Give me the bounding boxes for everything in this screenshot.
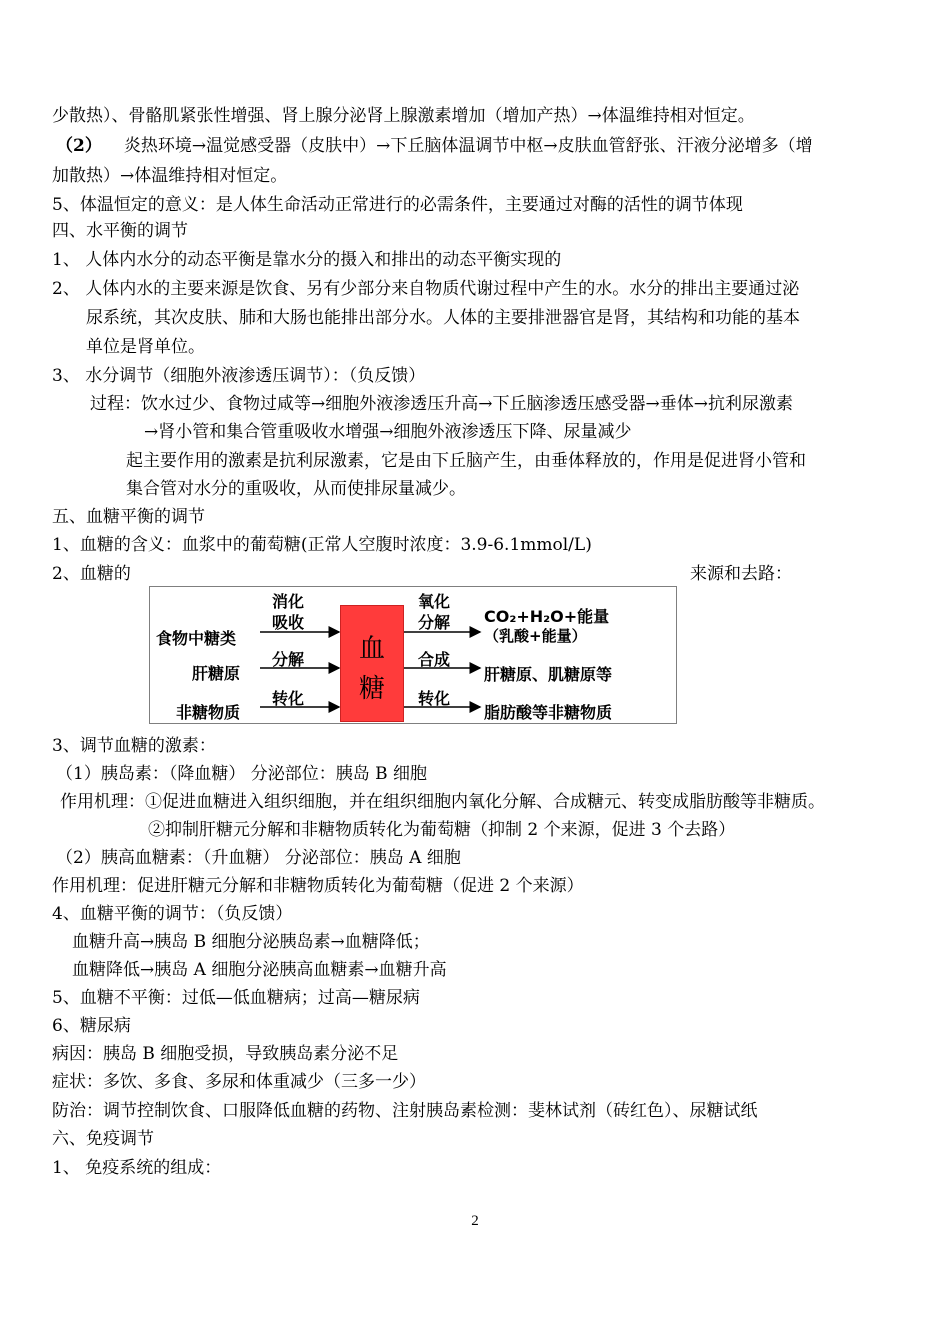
text-line: 来源和去路： [690,564,792,584]
section-heading: 六、免疫调节 [52,1129,154,1149]
text-line: 病因：胰岛 B 细胞受损，导致胰岛素分泌不足 [52,1044,399,1064]
text-line: 起主要作用的激素是抗利尿激素，它是由下丘脑产生，由垂体释放的，作用是促进肾小管和 [126,451,806,471]
out-label: 分解 [418,613,451,632]
text-line: 过程：饮水过少、食物过咸等→细胞外液渗透压升高→下丘脑渗透压感受器→垂体→抗利尿激素 [90,394,793,414]
list-number: （2） [56,136,102,156]
source-non-sugar: 非糖物质 [176,703,241,722]
text-line: 加散热）→体温维持相对恒定。 [52,166,288,186]
text-line: 5、体温恒定的意义：是人体生命活动正常进行的必需条件，主要通过对酶的活性的调节体现 [52,195,743,215]
out-label: 合成 [418,650,451,669]
text-line: 血糖升高→胰岛 B 细胞分泌胰岛素→血糖降低； [72,932,430,952]
output-energy: CO₂+H₂O+能量 [484,607,610,626]
text-line: 2、血糖的 [52,564,131,584]
text-line: 6、糖尿病 [52,1016,131,1036]
text-line: 集合管对水分的重吸收，从而使排尿量减少。 [126,479,466,499]
blood-sugar-diagram [149,586,677,724]
center-char: 血 [358,634,385,664]
text-line [56,134,898,158]
section-heading: 五、血糖平衡的调节 [52,507,205,527]
text-line: 5、血糖不平衡：过低—低血糖病；过高—糖尿病 [52,988,420,1008]
out-label: 转化 [418,689,451,708]
output-glycogen: 肝糖原、肌糖原等 [484,665,613,684]
section-heading: 四、水平衡的调节 [52,221,188,241]
in-label: 吸收 [272,613,305,632]
text-line: 3、调节血糖的激素： [52,736,216,756]
source-liver-glycogen: 肝糖原 [192,664,241,683]
in-label: 消化 [272,592,305,611]
text-line: 1、血糖的含义：血浆中的葡萄糖(正常人空腹时浓度：3.9-6.1mmol/L) [52,535,592,555]
in-label: 转化 [272,689,305,708]
text-line: 少散热）、骨骼肌紧张性增强、肾上腺分泌肾上腺激素增加（增加产热）→体温维持相对恒定。 [52,106,755,126]
blood-sugar-box [340,605,404,722]
source-food: 食物中糖类 [156,629,237,648]
text-line: 2、 人体内水的主要来源是饮食、另有少部分来自物质代谢过程中产生的水。水分的排出主要通过泌 [52,279,800,299]
text-line: 防治：调节控制饮食、口服降低血糖的药物、注射胰岛素检测：斐林试剂（砖红色）、尿糖试纸 [52,1101,758,1121]
text-line: 1、 人体内水分的动态平衡是靠水分的摄入和排出的动态平衡实现的 [52,250,562,270]
center-char: 糖 [358,674,385,704]
output-fatty-acid: 脂肪酸等非糖物质 [484,703,613,722]
text-line: 血糖降低→胰岛 A 细胞分泌胰高血糖素→血糖升高 [72,960,447,980]
output-lactic: （乳酸+能量） [484,627,587,645]
text-line: 3、 水分调节（细胞外液渗透压调节）：（负反馈） [52,366,426,386]
line-text: 炎热环境→温觉感受器（皮肤中）→下丘脑体温调节中枢→皮肤血管舒张、汗液分泌增多（增 [123,136,813,156]
out-label: 氧化 [418,592,451,611]
text-line: 4、血糖平衡的调节：（负反馈） [52,904,293,924]
text-line: 尿系统，其次皮肤、肺和大肠也能排出部分水。人体的主要排泄器官是肾，其结构和功能的基本 [86,308,800,328]
text-line: 1、 免疫系统的组成： [52,1158,222,1178]
text-line: 症状：多饮、多食、多尿和体重减少（三多一少） [52,1072,426,1092]
text-line: 单位是肾单位。 [86,337,205,357]
text-line: ②抑制肝糖元分解和非糖物质转化为葡萄糖（抑制 2 个来源，促进 3 个去路） [148,820,736,840]
text-line: 作用机理：①促进血糖进入组织细胞，并在组织细胞内氧化分解、合成糖元、转变成脂肪酸等非糖质。 [60,792,825,812]
text-line: 作用机理：促进肝糖元分解和非糖物质转化为葡萄糖（促进 2 个来源） [52,876,584,896]
in-label: 分解 [272,650,305,669]
text-line: →肾小管和集合管重吸收水增强→细胞外液渗透压下降、尿量减少 [144,422,632,442]
text-line: （1）胰岛素：（降血糖） 分泌部位：胰岛 B 细胞 [56,764,428,784]
text-line: （2）胰高血糖素：（升血糖） 分泌部位：胰岛 A 细胞 [56,848,461,868]
page-number: 2 [471,1213,479,1229]
